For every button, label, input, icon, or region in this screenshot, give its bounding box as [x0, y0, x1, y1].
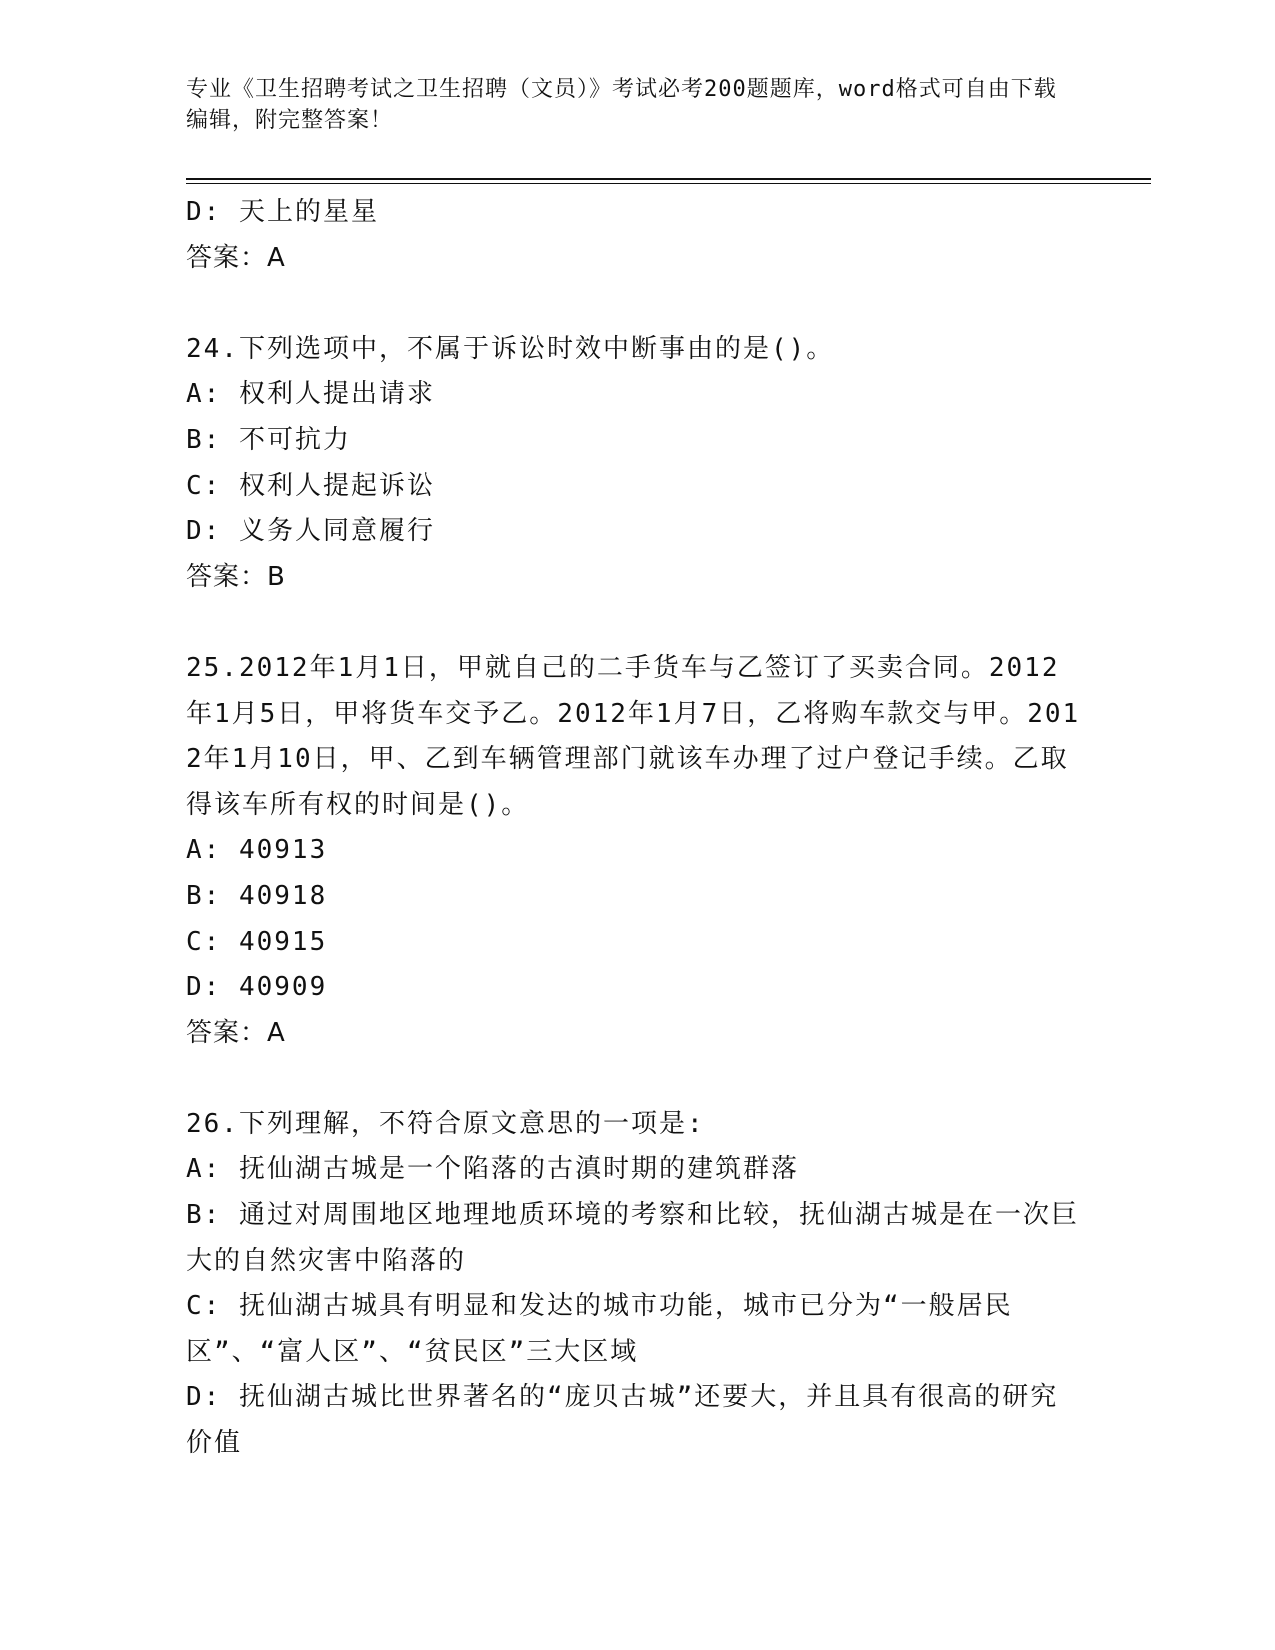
option-d: D: 天上的星星 [186, 197, 379, 227]
option-b: B: 通过对周围地区地理地质环境的考察和比较，抚仙湖古城是在一次巨大的自然灾害中陷落的 [186, 1200, 1079, 1276]
header-rule-thick [186, 178, 1151, 180]
answer: 答案：B [186, 561, 286, 592]
question-stem: 25.2012年1月1日，甲就自己的二手货车与乙签订了买卖合同。2012年1月5日，甲将货车交予乙。2012年1月7日，乙将购车款交与甲。2012年1月10日，甲、乙到车辆管理部门就该车办理了过户登记手续。乙取得该车所有权的时间是()。 [186, 652, 1081, 820]
question-stem: 26.下列理解，不符合原文意思的一项是: [186, 1108, 705, 1139]
option-a: A: 权利人提出请求 [186, 379, 435, 410]
answer: 答案：A [186, 1017, 286, 1048]
spacer [186, 281, 1086, 327]
option-c: C: 抚仙湖古城具有明显和发达的城市功能，城市已分为“一般居民区”、“富人区”、“贫民区”三大区域 [186, 1291, 1013, 1367]
option-a: A: 抚仙湖古城是一个陷落的古滇时期的建筑群落 [186, 1154, 799, 1185]
option-a: A: 40913 [186, 835, 328, 866]
option-c: C: 40915 [186, 926, 328, 957]
spacer [186, 600, 1086, 646]
option-b: B: 40918 [186, 880, 328, 911]
option-b: B: 不可抗力 [186, 424, 351, 455]
option-c: C: 权利人提起诉讼 [186, 470, 435, 501]
spacer [186, 1056, 1086, 1102]
option-d: D: 义务人同意履行 [186, 516, 435, 547]
answer: 答案：A [186, 242, 286, 273]
option-d: D: 40909 [186, 972, 328, 1003]
document-body [186, 190, 1086, 1467]
header-rule-thin [186, 183, 1151, 184]
question-stem: 24.下列选项中，不属于诉讼时效中断事由的是()。 [186, 333, 835, 364]
option-d: D: 抚仙湖古城比世界著名的“庞贝古城”还要大，并且具有很高的研究价值 [186, 1382, 1059, 1459]
document-header: 专业《卫生招聘考试之卫生招聘（文员）》考试必考200题题库，word格式可自由下载编辑，附完整答案！ [186, 77, 1057, 133]
